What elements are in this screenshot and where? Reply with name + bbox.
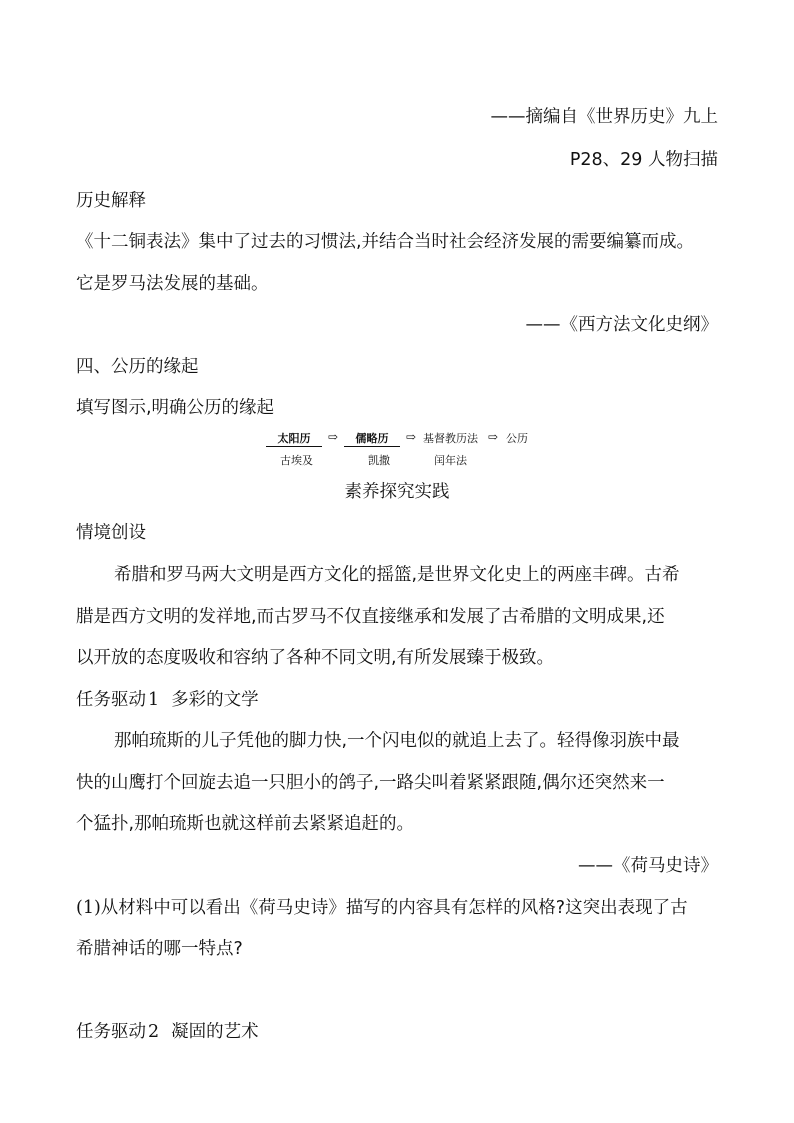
diagram-blank-2: [344, 430, 400, 447]
arrow-right-icon: ⇨: [328, 430, 339, 444]
question-1-number: (1): [76, 898, 101, 918]
context-line-2: 腊是西方文明的发祥地,而古罗马不仅直接继承和发展了古希腊的文明成果,还: [76, 607, 665, 627]
task-1-label: 任务驱动: [76, 690, 146, 710]
heading-history-explanation: 历史解释: [76, 191, 146, 211]
task-1-source: ——《荷马史诗》: [578, 856, 718, 876]
question-1-text: 从材料中可以看出《荷马史诗》描写的内容具有怎样的风格?这突出表现了古: [100, 898, 688, 918]
source-citation-1: ——摘编自《世界历史》九上: [490, 107, 718, 127]
explanation-line-2: 它是罗马法发展的基础。: [76, 274, 269, 294]
task-2-number: 2: [148, 1022, 160, 1042]
task-1-heading: [76, 688, 259, 712]
question-1-line-2: 希腊神话的哪一特点?: [76, 939, 243, 959]
task-2-label: 任务驱动: [76, 1022, 146, 1042]
diagram-ancient-egypt: 古埃及: [280, 454, 313, 467]
section-four-heading: 四、公历的缘起: [76, 357, 199, 377]
context-heading: 情境创设: [76, 523, 146, 543]
diagram-christian-calendar: 基督教历法: [423, 432, 478, 445]
practice-title: 素养探究实践: [344, 482, 450, 502]
diagram-leap-year: 闰年法: [434, 454, 467, 467]
task-2-heading: [76, 1020, 259, 1044]
explanation-source: ——《西方法文化史纲》: [525, 315, 718, 335]
context-line-1: 希腊和罗马两大文明是西方文化的摇篮,是世界文化史上的两座丰碑。古希: [114, 565, 680, 585]
task-1-line-2: 快的山鹰打个回旋去追一只胆小的鸽子,一路尖叫着紧紧跟随,偶尔还突然来一: [76, 773, 665, 793]
diagram-gregorian-calendar: 公历: [506, 432, 528, 445]
task-1-number: 1: [148, 690, 160, 710]
diagram-blank-1: [266, 430, 322, 447]
arrow-right-icon: ⇨: [406, 430, 417, 444]
task-1-line-1: 那帕琉斯的儿子凭他的脚力快,一个闪电似的就追上去了。轻得像羽族中最: [114, 731, 680, 751]
diagram-julian-calendar: 儒略历: [344, 430, 400, 447]
task-1-line-3: 个猛扑,那帕琉斯也就这样前去紧紧追赶的。: [76, 814, 415, 834]
diagram-caesar: 凯撒: [368, 454, 390, 467]
arrow-right-icon: ⇨: [488, 430, 499, 444]
task-1-title: 多彩的文学: [171, 690, 259, 710]
explanation-line-1: 《十二铜表法》集中了过去的习惯法,并结合当时社会经济发展的需要编纂而成。: [76, 232, 695, 252]
context-line-3: 以开放的态度吸收和容纳了各种不同文明,有所发展臻于极致。: [76, 648, 555, 668]
diagram-solar-calendar: 太阳历: [266, 430, 322, 447]
source-citation-2: P28、29 人物扫描: [569, 150, 718, 170]
fill-instruction: 填写图示,明确公历的缘起: [76, 398, 275, 418]
task-2-title: 凝固的艺术: [171, 1022, 259, 1042]
calendar-origin-diagram: [262, 430, 552, 470]
question-1-line-1: [76, 896, 688, 920]
